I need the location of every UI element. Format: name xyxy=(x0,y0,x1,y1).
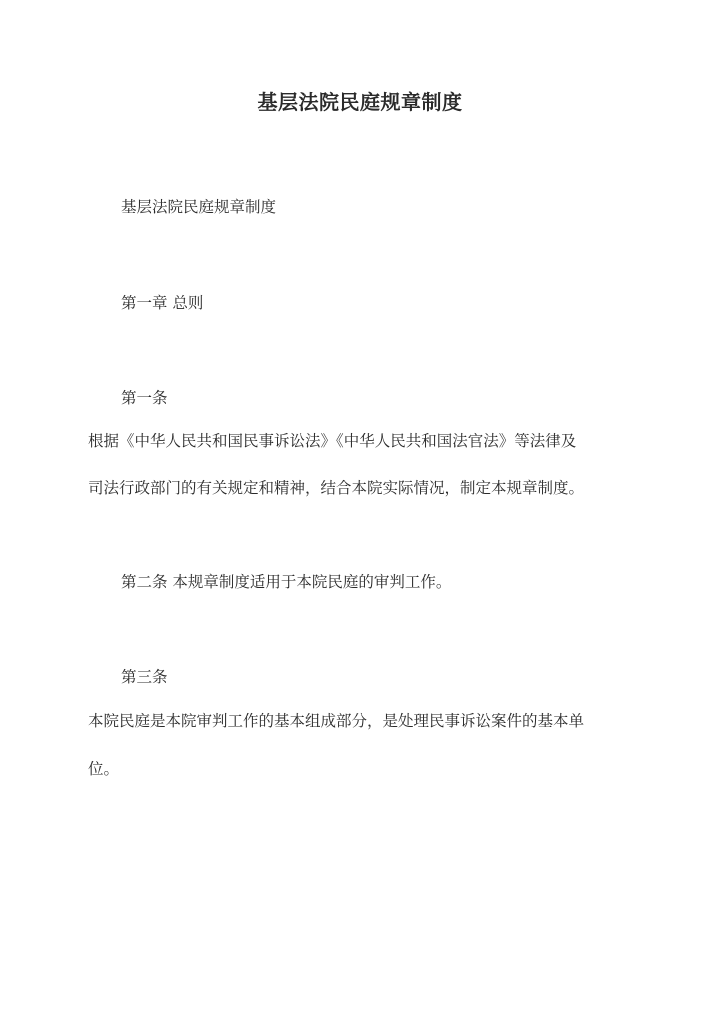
article-3-heading: 第三条 xyxy=(121,668,168,686)
chapter-heading: 第一章 总则 xyxy=(121,294,204,312)
article-1-line-1: 根据《中华人民共和国民事诉讼法》《中华人民共和国法官法》等法律及 xyxy=(88,432,577,450)
article-3-line-1: 本院民庭是本院审判工作的基本组成部分，是处理民事诉讼案件的基本单 xyxy=(88,712,585,730)
article-2-text: 第二条 本规章制度适用于本院民庭的审判工作。 xyxy=(121,573,452,591)
document-subtitle: 基层法院民庭规章制度 xyxy=(121,198,277,216)
article-1-line-2: 司法行政部门的有关规定和精神，结合本院实际情况，制定本规章制度。 xyxy=(88,479,585,497)
article-3-line-2: 位。 xyxy=(88,760,120,778)
article-1-heading: 第一条 xyxy=(121,389,168,407)
page-title: 基层法院民庭规章制度 xyxy=(257,90,463,114)
